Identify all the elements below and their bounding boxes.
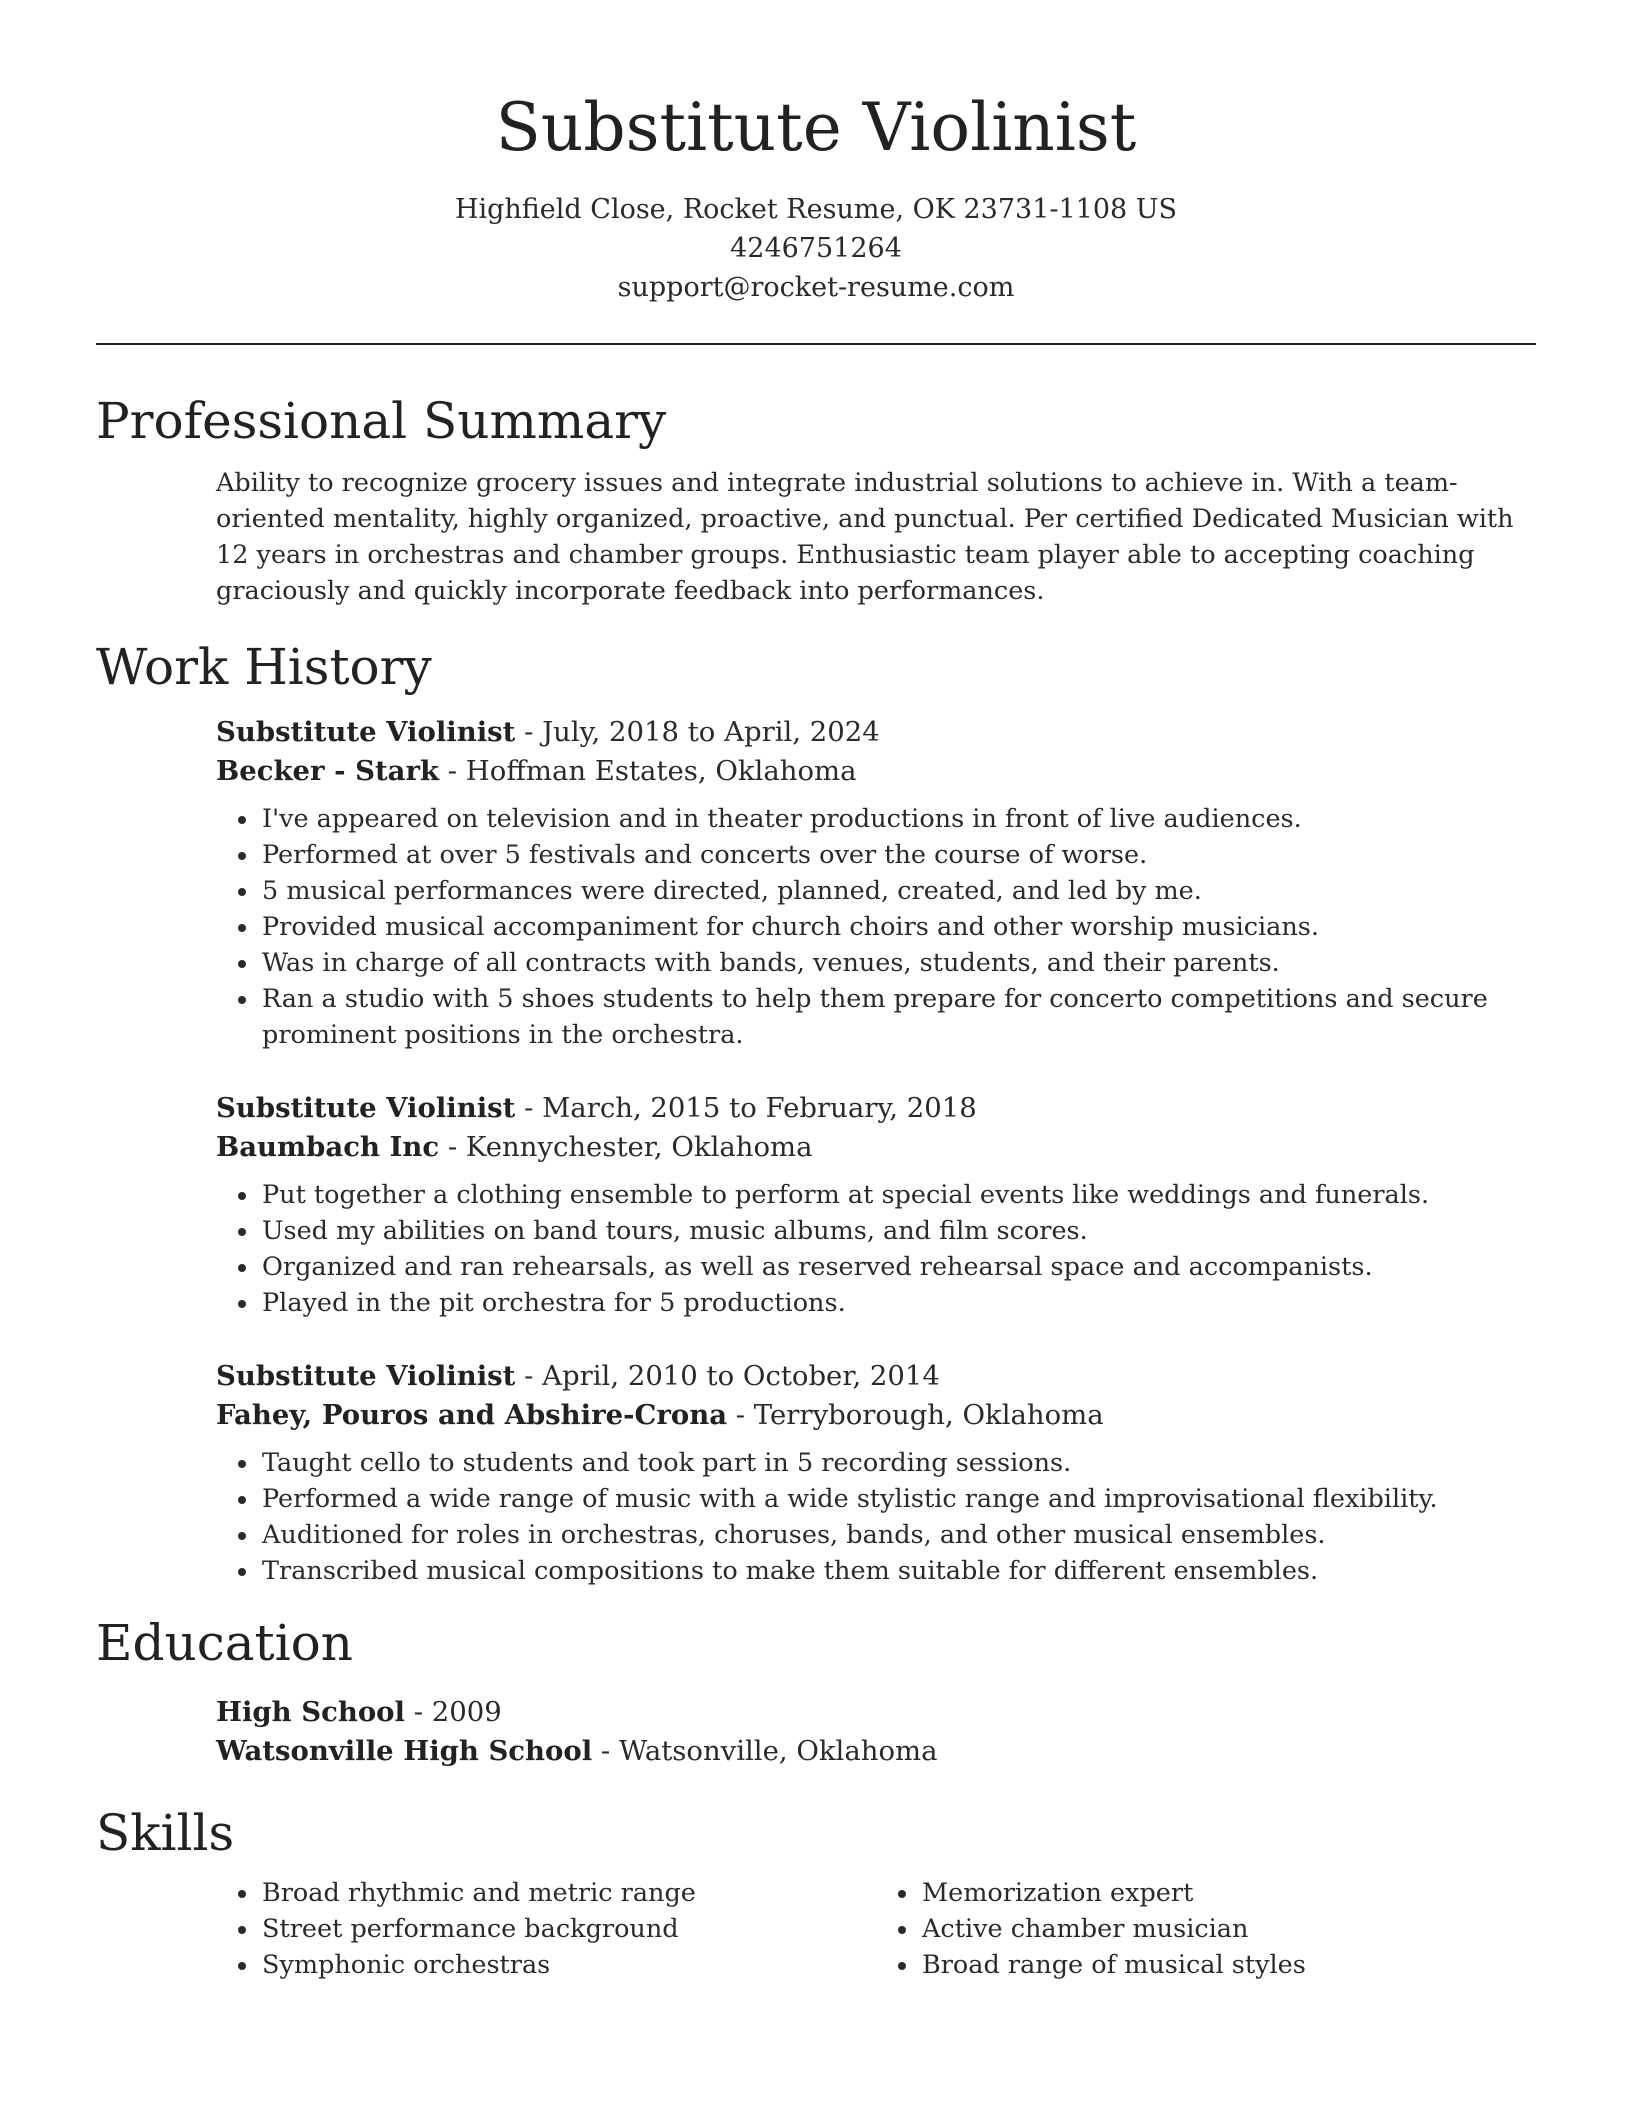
education-year: - 2009 — [404, 1696, 502, 1728]
resume-header — [96, 0, 1536, 307]
skill-item: • Street performance background — [260, 1911, 876, 1947]
work-history-section — [96, 635, 1536, 1589]
job-bullet: • Performed a wide range of music with a wide stylistic range and improvisational flexibility. — [260, 1481, 1536, 1517]
job-bullet: • Used my abilities on band tours, music albums, and film scores. — [260, 1213, 1536, 1249]
contact-block — [96, 190, 1536, 307]
skill-item: • Active chamber musician — [920, 1911, 1536, 1947]
skill-item: • Broad range of musical styles — [920, 1947, 1536, 1983]
candidate-name: Substitute Violinist — [495, 89, 1137, 166]
job-entry — [216, 1357, 1536, 1589]
skills-list-left — [216, 1875, 876, 1983]
job-bullet: • I've appeared on television and in theater productions in front of live audiences. — [260, 801, 1536, 837]
job-role: Substitute Violinist — [216, 1092, 516, 1124]
job-bullet: • Provided musical accompaniment for church choirs and other worship musicians. — [260, 909, 1536, 945]
job-bullet: • Taught cello to students and took part in 5 recording sessions. — [260, 1445, 1536, 1481]
job-entry — [216, 1089, 1536, 1321]
skills-section — [96, 1801, 1536, 1983]
job-dates: - April, 2010 to October, 2014 — [515, 1360, 940, 1392]
job-role: Substitute Violinist — [216, 1360, 516, 1392]
summary-title: Professional Summary — [96, 392, 667, 450]
education-section — [96, 1611, 1536, 1771]
job-entry — [216, 713, 1536, 1053]
job-bullet: • Transcribed musical compositions to make them suitable for different ensembles. — [260, 1553, 1536, 1589]
skill-item: • Symphonic orchestras — [260, 1947, 876, 1983]
job-company: Baumbach Inc — [216, 1131, 440, 1163]
job-bullet: • Performed at over 5 festivals and concerts over the course of worse. — [260, 837, 1536, 873]
job-bullet: • Auditioned for roles in orchestras, choruses, bands, and other musical ensembles. — [260, 1517, 1536, 1553]
skills-grid — [216, 1875, 1536, 1983]
contact-phone: 4246751264 — [730, 233, 902, 264]
job-role-line — [216, 1089, 1536, 1128]
education-degree: High School — [216, 1696, 405, 1728]
summary-body — [96, 465, 1536, 609]
job-bullet: • 5 musical performances were directed, planned, created, and led by me. — [260, 873, 1536, 909]
job-bullets — [216, 1445, 1536, 1589]
education-degree-line — [216, 1693, 1536, 1732]
job-company-line — [216, 1396, 1536, 1435]
work-history-body — [96, 713, 1536, 1589]
skills-body — [96, 1875, 1536, 1983]
contact-email: support@rocket-resume.com — [617, 272, 1015, 303]
job-location: - Terryborough, Oklahoma — [727, 1399, 1104, 1431]
skills-title: Skills — [96, 1804, 235, 1862]
education-location: - Watsonville, Oklahoma — [592, 1735, 938, 1767]
job-company-line — [216, 752, 1536, 791]
education-body — [96, 1693, 1536, 1771]
education-title: Education — [96, 1614, 353, 1672]
job-bullet: • Was in charge of all contracts with bands, venues, students, and their parents. — [260, 945, 1536, 981]
job-bullets — [216, 1177, 1536, 1321]
job-bullet: • Ran a studio with 5 shoes students to help them prepare for concerto competitions and secure prominent positions in the orchestra. — [260, 981, 1536, 1053]
job-bullet: • Organized and ran rehearsals, as well as reserved rehearsal space and accompanists. — [260, 1249, 1536, 1285]
job-location: - Kennychester, Oklahoma — [439, 1131, 813, 1163]
job-company: Fahey, Pouros and Abshire-Crona — [216, 1399, 728, 1431]
job-dates: - July, 2018 to April, 2024 — [515, 716, 880, 748]
job-company-line — [216, 1128, 1536, 1167]
skill-item: • Broad rhythmic and metric range — [260, 1875, 876, 1911]
job-bullets — [216, 801, 1536, 1053]
header-divider — [96, 343, 1536, 345]
job-bullet: • Put together a clothing ensemble to perform at special events like weddings and funerals. — [260, 1177, 1536, 1213]
contact-address: Highfield Close, Rocket Resume, OK 23731-1108 US — [454, 194, 1178, 225]
job-dates: - March, 2015 to February, 2018 — [515, 1092, 977, 1124]
summary-text: Ability to recognize grocery issues and integrate industrial solutions to achieve in. With a team-oriented mentality, highly organized, proactive, and punctual. Per certified Dedicated Musician with 12 years in orchestras and chamber groups. Enthusiastic team player able to accepting coaching graciously and quickly incorporate feedback into performances. — [216, 468, 1514, 606]
skill-item: • Memorization expert — [920, 1875, 1536, 1911]
job-role-line — [216, 1357, 1536, 1396]
education-school-line — [216, 1732, 1536, 1771]
job-role-line — [216, 713, 1536, 752]
summary-section — [96, 389, 1536, 609]
education-school: Watsonville High School — [216, 1735, 593, 1767]
job-role: Substitute Violinist — [216, 716, 516, 748]
job-bullet: • Played in the pit orchestra for 5 productions. — [260, 1285, 1536, 1321]
skills-list-right — [876, 1875, 1536, 1983]
work-history-title: Work History — [96, 638, 432, 696]
job-location: - Hoffman Estates, Oklahoma — [439, 755, 857, 787]
job-company: Becker - Stark — [216, 755, 440, 787]
